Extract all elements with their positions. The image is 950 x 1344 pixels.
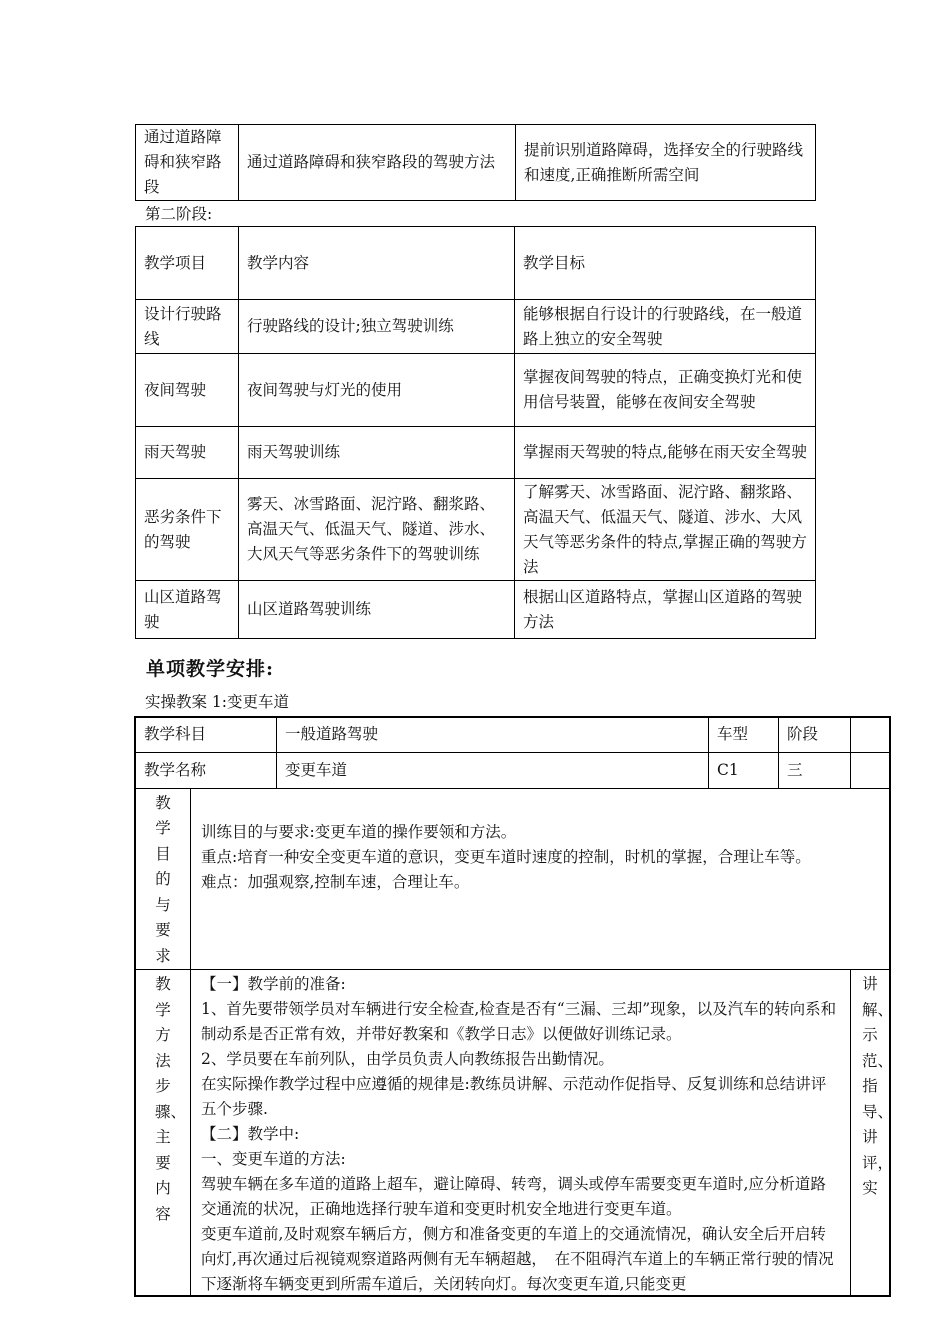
table-lesson-plan <box>134 716 894 1297</box>
goal-cell: 掌握夜间驾驶的特点，正确变换灯光和使用信号装置，能够在夜间安全驾驶 <box>523 368 803 411</box>
method-content <box>191 970 850 1294</box>
item-cell: 山区道路驾驶 <box>144 587 222 631</box>
method-paragraph: 【一】教学前的准备: <box>201 975 346 993</box>
table-row <box>136 581 816 639</box>
lesson-label: 实操教案 1:变更车道 <box>145 693 290 711</box>
header-item: 教学项目 <box>144 253 207 272</box>
subject-value: 一般道路驾驶 <box>285 725 379 744</box>
item-cell: 恶劣条件下的驾驶 <box>144 507 222 551</box>
vehicle-value: C1 <box>717 760 739 779</box>
method-paragraph: 在实际操作教学过程中应遵循的规律是:教练员讲解、示范动作促指导、反复训练和总结讲评五个步骤. <box>201 1075 827 1118</box>
purpose-text <box>191 820 889 937</box>
table-header-row <box>136 227 816 300</box>
content-cell: 雾天、冰雪路面、泥泞路、翻浆路、高温天气、低温天气、隧道、涉水、大风天气等恶劣条件下的驾驶训练 <box>247 495 496 563</box>
purpose-line: 训练目的与要求:变更车道的操作要领和方法。 <box>201 823 517 842</box>
stage-value: 三 <box>787 760 803 779</box>
goal-cell: 了解雾天、冰雪路面、泥泞路、翻浆路、高温天气、低温天气、隧道、涉水、大风天气等恶劣条件的特点,掌握正确的驾驶方法 <box>523 482 807 576</box>
table-row <box>136 125 816 201</box>
method-paragraph: 2、学员要在车前列队，由学员负责人向教练报告出勤情况。 <box>201 1050 614 1068</box>
goal-cell: 掌握雨天驾驶的特点,能够在雨天安全驾驶 <box>523 443 807 461</box>
vehicle-label: 车型 <box>717 725 749 744</box>
content-cell: 雨天驾驶训练 <box>247 443 341 461</box>
content-cell: 通过道路障碍和狭窄路段的驾驶方法 <box>247 153 496 171</box>
item-cell: 设计行驶路线 <box>144 304 222 348</box>
table-obstacle <box>135 124 816 201</box>
content-cell: 山区道路驾驶训练 <box>247 600 372 618</box>
item-cell: 夜间驾驶 <box>144 380 207 399</box>
purpose-line: 重点:培育一种安全变更车道的意识，变更车道时速度的控制，时机的掌握，合理让车等。 <box>201 848 811 867</box>
header-content: 教学内容 <box>247 253 310 272</box>
method-paragraph: 一、变更车道的方法: <box>201 1150 346 1168</box>
method-side-note: 讲解、示范、指导、讲评，实 <box>862 975 894 1197</box>
name-value: 变更车道 <box>285 760 348 779</box>
method-paragraph: 变更车道前,及时观察车辆后方，侧方和准备变更的车道上的交通流情况，确认安全后开启转向灯,再次通过后视镜观察道路两侧有无车辆超越， 在不阻碍汽车道上的车辆正常行驶的情况下逐渐将车辆变更到所需车道后，关闭转向灯。每次变更车道,只能变更 <box>201 1225 834 1293</box>
table-row <box>136 300 816 354</box>
table-row <box>135 717 890 752</box>
table-stage-two <box>135 226 816 639</box>
goal-cell: 根据山区道路特点，掌握山区道路的驾驶方法 <box>523 587 803 631</box>
table-row <box>136 354 816 427</box>
table-row <box>136 427 816 479</box>
goal-cell: 提前识别道路障碍，选择安全的行驶路线和速度,正确推断所需空间 <box>524 140 804 184</box>
table-row <box>136 479 816 581</box>
purpose-label: 教学目的与要求 <box>155 793 171 965</box>
method-paragraph: 驾驶车辆在多车道的道路上超车，避让障碍、转弯，调头或停车需要变更车道时,应分析道路交通流的状况，正确地选择行驶车道和变更时机安全地进行变更车道。 <box>201 1175 826 1218</box>
method-paragraph: 【二】教学中: <box>201 1125 300 1143</box>
method-paragraph: 1、首先要带领学员对车辆进行安全检查,检查是否有“三漏、三却”现象，以及汽车的转向系和制动系是否正常有效，并带好教案和《教学日志》以便做好训练记录。 <box>201 1000 837 1043</box>
subject-label: 教学科目 <box>144 725 207 744</box>
table-row <box>135 752 890 788</box>
header-goal: 教学目标 <box>523 253 586 272</box>
method-label: 教学方法步骤、主要内容 <box>155 975 187 1223</box>
stage-label: 阶段 <box>787 725 819 744</box>
content-cell: 行驶路线的设计;独立驾驶训练 <box>247 317 454 335</box>
purpose-line: 难点：加强观察,控制车速，合理让车。 <box>201 873 470 892</box>
name-label: 教学名称 <box>144 760 207 779</box>
item-cell: 通过道路障碍和狭窄路段 <box>144 128 222 196</box>
stage-two-label: 第二阶段: <box>145 205 213 223</box>
section-title: 单项教学安排: <box>146 658 275 680</box>
goal-cell: 能够根据自行设计的行驶路线，在一般道路上独立的安全驾驶 <box>523 304 803 348</box>
table-row <box>135 788 890 970</box>
item-cell: 雨天驾驶 <box>144 443 207 461</box>
content-cell: 夜间驾驶与灯光的使用 <box>247 380 403 399</box>
table-row <box>135 970 890 1296</box>
